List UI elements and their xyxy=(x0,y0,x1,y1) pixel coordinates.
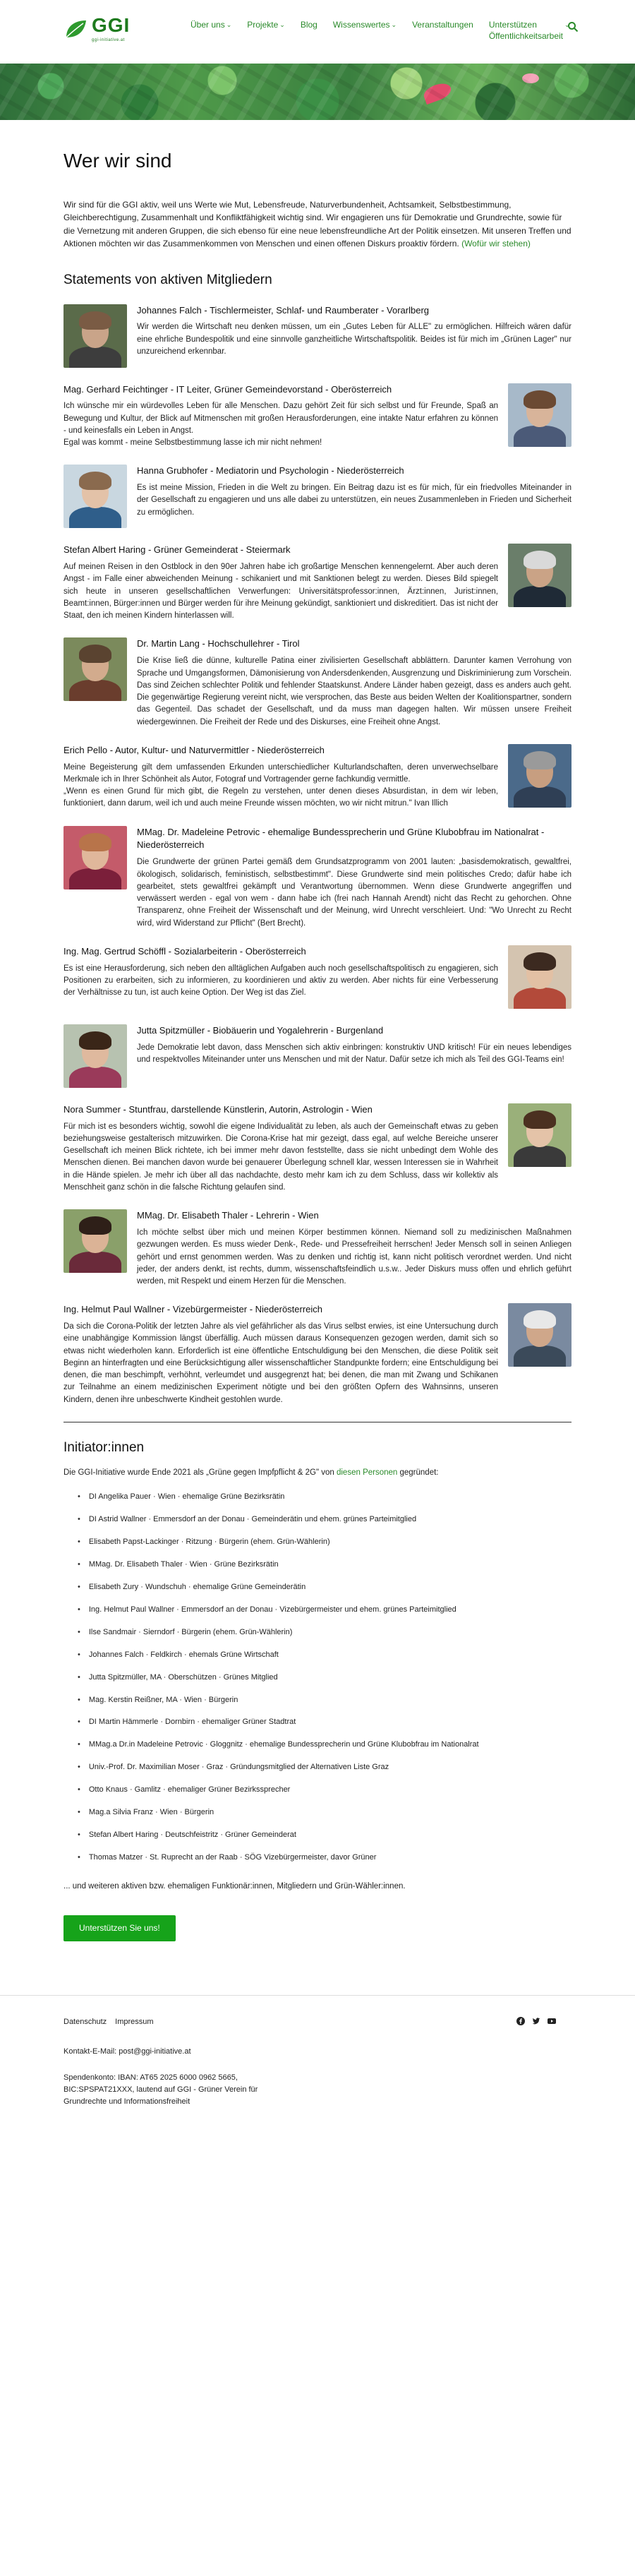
list-item xyxy=(78,1576,572,1599)
statement-text: Wir werden die Wirtschaft neu denken müssen, um ein „Gutes Leben für ALLE" zu ermöglichen. Hilfreich wären dafür eine ehrliche Bundespolitik und eine sinnvolle ganzheitliche Wirtschaftspolitik. Beides ist für mich im „Grünen Lager" nur unzureichend erkennbar. xyxy=(137,323,572,356)
member-photo xyxy=(508,544,572,607)
intro-body: Wir sind für die GGI aktiv, weil uns Werte wie Mut, Lebensfreude, Naturverbundenheit, Achtsamkeit, Selbstbestimmung, Gleichberechtigung, Zusammenhalt und Konfliktfähigkeit wichtig sind. Wir engagieren uns für Demokratie und Grundrechte, sowie für die Vernetzung mit anderen Gruppen, die sich ebenso für eine neue lebensfreundliche Art der Politik einsetzen. Mit unseren Treffen und Aktionen möchten wir das Zusammenkommen von Menschen und einen offenen Diskurs proaktiv fördern. xyxy=(64,199,572,249)
initiator-entry: • DI Astrid Wallner · Emmersdorf an der Donau · Gemeinderätin und ehem. grünes Parteimitglied xyxy=(88,1515,417,1524)
nav-item-5[interactable] xyxy=(488,20,570,42)
contact-email: Kontakt-E-Mail: post@ggi-initiative.at xyxy=(64,2047,191,2056)
initiator-entry: • DI Martin Hämmerle · Dornbirn · ehemaliger Grüner Stadtrat xyxy=(88,1718,296,1727)
chevron-down-icon: ⌄ xyxy=(391,21,397,28)
statement-body xyxy=(137,826,572,930)
statement xyxy=(64,945,572,1009)
footer-link-label: Datenschutz xyxy=(64,2018,107,2027)
list-item xyxy=(78,1734,572,1756)
statement-author: MMag. Dr. Elisabeth Thaler - Lehrerin - Wien xyxy=(137,1210,319,1221)
page-title: Wer wir sind xyxy=(64,150,172,172)
statement-author: Hanna Grubhofer - Mediatorin und Psychologin - Niederösterreich xyxy=(137,465,404,477)
statement-body xyxy=(64,1103,498,1194)
main-nav xyxy=(190,20,570,42)
logo-subtitle: ggi-initiative.at xyxy=(92,37,125,42)
statement-body xyxy=(137,1024,572,1066)
statement xyxy=(64,1103,572,1194)
member-photo xyxy=(64,1024,127,1088)
nav-item-label: Wissenswertes xyxy=(332,20,390,30)
initiators-intro-after: gegründet: xyxy=(399,1468,439,1478)
list-item xyxy=(78,1509,572,1531)
footer-link-0[interactable] xyxy=(64,2017,107,2028)
nav-item-4[interactable] xyxy=(412,20,473,42)
statement-author: Johannes Falch - Tischlermeister, Schlaf- und Raumberater - Vorarlberg xyxy=(137,304,430,316)
site-header xyxy=(0,0,635,64)
statement-body xyxy=(137,637,572,728)
member-photo xyxy=(508,945,572,1009)
statement-author: Ing. Mag. Gertrud Schöffl - Sozialarbeiterin - Oberösterreich xyxy=(64,945,306,957)
social-links xyxy=(516,2017,556,2025)
nav-item-label: Veranstaltungen xyxy=(412,20,473,30)
statement-author: Stefan Albert Haring - Grüner Gemeinderat - Steiermark xyxy=(64,544,291,556)
statement xyxy=(64,826,572,930)
statement xyxy=(64,1024,572,1088)
statement-body xyxy=(137,304,572,359)
member-photo xyxy=(508,1103,572,1167)
initiator-entry: • Ilse Sandmair · Sierndorf · Bürgerin (ehem. Grün-Wählerin) xyxy=(88,1627,293,1636)
list-item xyxy=(78,1644,572,1667)
diese-personen-link[interactable]: diesen Personen xyxy=(336,1468,398,1478)
initiators-intro xyxy=(64,1467,572,1479)
statement-author: Erich Pello - Autor, Kultur- und Naturvermittler - Niederösterreich xyxy=(64,744,325,755)
initiator-entry: • Stefan Albert Haring · Deutschfeistritz · Grüner Gemeinderat xyxy=(88,1831,296,1840)
statement xyxy=(64,637,572,728)
statement xyxy=(64,544,572,622)
list-item xyxy=(78,1554,572,1576)
site-footer xyxy=(0,1995,635,2136)
nav-item-label: Projekte xyxy=(247,20,279,30)
statement-body xyxy=(64,1303,498,1406)
logo[interactable] xyxy=(64,16,162,44)
initiator-entry: • Mag. Kerstin Reißner, MA · Wien · Bürgerin xyxy=(88,1695,238,1704)
initiators-list xyxy=(78,1486,572,1869)
initiator-entry: • Mag.a Silvia Franz · Wien · Bürgerin xyxy=(88,1808,214,1817)
bank-line-1: Spendenkonto: IBAN: AT65 2025 6000 0962 5665, xyxy=(64,2073,238,2082)
statement-text: Die Grundwerte der grünen Partei gemäß dem Grundsatzprogramm von 2001 lauten: „basisdemokratisch, gewaltfrei, ökologisch, solidarisch, feministisch, selbstbestimmt". Diese Grundwerte sind mein politisches Credo; dafür habe ich gearbeitet, stets gewaltfrei gekämpft und Verantwortung übernommen. Wenn diese Grundwerte angegriffen und verwässert werden - egal von wem - dann habe ich (frei nach Hannah Arendt) nicht das Recht zu gehorchen. Ohne Transparenz, ohne Freiheit der Wissenschaft und der Meinung, wird Unrecht verschleiert. Und: "Wo Unrecht zu Recht wird, wird Widerstand zur Pflicht" (Bert Brecht). xyxy=(137,858,572,928)
initiators-outro: ... und weiteren aktiven bzw. ehemaligen Funktionär:innen, Mitgliedern und Grün-Wähler:innen. xyxy=(64,1882,406,1891)
statement xyxy=(64,1209,572,1288)
statements-list xyxy=(64,304,572,1406)
statement-author: MMag. Dr. Madeleine Petrovic - ehemalige Bundessprecherin und Grüne Klubobfrau im Nationalrat - Niederösterreich xyxy=(137,826,545,851)
member-photo xyxy=(508,744,572,808)
statements-title: Statements von aktiven Mitgliedern xyxy=(64,272,272,287)
nav-item-1[interactable] xyxy=(247,20,285,42)
statement-body xyxy=(137,465,572,519)
statement-body xyxy=(137,1209,572,1288)
initiator-entry: • Johannes Falch · Feldkirch · ehemals Grüne Wirtschaft xyxy=(88,1650,279,1659)
banner-flower-decoration xyxy=(421,80,453,104)
statement-text: Auf meinen Reisen in den Ostblock in den 90er Jahren habe ich großartige Menschen kennengelernt. Aber auch deren Angst - im Falle einer abweichenden Meinung - schikaniert und mit Sanktionen belegt zu werden. Dieses Bild spiegelt sich heute in unseren gesellschaftlichen Verwerfungen: Universitätsprofessor:innen, Ärzt:innen, Jurist:innen, Beamt:innen, Bürger:innen und Bürger werden für ihre Meinung gekündigt, sanktioniert und diskreditiert. Das ist nicht der Staat, den ich meinen Kindern hinterlassen will. xyxy=(64,563,498,621)
footer-link-1[interactable] xyxy=(115,2017,153,2028)
chevron-down-icon: ⌄ xyxy=(564,21,570,28)
list-item xyxy=(78,1824,572,1847)
initiator-entry: • DI Angelika Pauer · Wien · ehemalige Grüne Bezirksrätin xyxy=(88,1492,285,1502)
bank-line-3: Grundrechte und Informationsfreiheit xyxy=(64,2097,190,2107)
chevron-down-icon: ⌄ xyxy=(226,21,232,28)
list-item xyxy=(78,1486,572,1509)
nav-item-label: Unterstützen Öffentlichkeitsarbeit xyxy=(488,20,564,41)
bank-line-2: BIC:SPSPAT21XXX, lautend auf GGI - Grüner Verein für xyxy=(64,2085,258,2094)
initiator-entry: • Thomas Matzer · St. Ruprecht an der Raab · SÖG Vizebürgermeister, davor Grüner xyxy=(88,1853,377,1862)
list-item xyxy=(78,1622,572,1644)
statement-text: Da sich die Corona-Politik der letzten Jahre als viel gefährlicher als das Virus selbst erwies, ist eine Untersuchung durch eine unabhängige Kommission längst überfällig. Auch müssen daraus Konsequenzen gezogen werden, damit sich so etwas nicht wiederholen kann. Erforderlich ist eine öffentliche Entschuldigung bei den Menschen, die diese Politik seit Beginn an hinterfragten und eine Berücksichtigung aller wissenschaftlicher Standpunkte fordern; eine Entschuldigung bei denen, die man beschimpft, verhöhnt, verleumdet und ausgegrenzt hat; bei denen, die man mit Zwang und Schikanen zur Teilnahme an einem medizinischen Experiment nötigte und bei den größten Opfern des Wahnsinns, unseren Kindern, denen ihre unbeschwerte Kindheit gestohlen wurde. xyxy=(64,1322,498,1404)
main-content xyxy=(0,147,635,1995)
initiator-entry: • MMag. Dr. Elisabeth Thaler · Wien · Grüne Bezirksrätin xyxy=(88,1559,279,1569)
list-item xyxy=(78,1531,572,1554)
list-item xyxy=(78,1802,572,1824)
list-item xyxy=(78,1689,572,1712)
bank-details xyxy=(64,2072,572,2108)
leaf-logo-icon xyxy=(64,19,87,40)
banner-flower-decoration xyxy=(522,73,539,83)
statement xyxy=(64,383,572,450)
statement xyxy=(64,304,572,368)
initiators-intro-before: Die GGI-Initiative wurde Ende 2021 als „Grüne gegen Impfpflicht & 2G" von xyxy=(64,1468,334,1478)
statement-body xyxy=(64,544,498,622)
statement-body xyxy=(64,383,498,450)
statement-text: Es ist meine Mission, Frieden in die Welt zu bringen. Ein Beitrag dazu ist es für mich, für ein friedvolles Miteinander in der Gesellschaft zu engagieren und uns alle dabei zu unterstützen, ein neues Zusammenleben in Frieden und Sicherheit zu ermöglichen. xyxy=(137,484,572,517)
member-photo xyxy=(64,465,127,528)
facebook-icon[interactable] xyxy=(516,2017,525,2025)
member-photo xyxy=(64,826,127,889)
twitter-icon[interactable] xyxy=(532,2017,540,2025)
statement-author: Ing. Helmut Paul Wallner - Vizebürgermeister - Niederösterreich xyxy=(64,1304,323,1315)
nav-item-label: Blog xyxy=(300,20,318,30)
statement-author: Dr. Martin Lang - Hochschullehrer - Tirol xyxy=(137,638,300,649)
initiators-title: Initiator:innen xyxy=(64,1439,145,1455)
statement xyxy=(64,1303,572,1406)
search-icon[interactable] xyxy=(567,21,579,32)
statement-author: Mag. Gerhard Feichtinger - IT Leiter, Grüner Gemeindevorstand - Oberösterreich xyxy=(64,383,392,395)
initiator-entry: • Elisabeth Zury · Wundschuh · ehemalige Grüne Gemeinderätin xyxy=(88,1582,306,1591)
nav-item-label: Über uns xyxy=(190,20,225,30)
list-item xyxy=(78,1711,572,1734)
statement-text: Ich wünsche mir ein würdevolles Leben für alle Menschen. Dazu gehört Zeit für sich selbst und für Freunde, Spaß an Bewegung und Kultur, der Blick auf Mitmenschen mit großen Herausforderungen, eine intakte Natur erfahren zu können - und keinesfalls ein Leben in Angst. Egal was kommt - meine Selbstbestimmung lasse ich mir nicht nehmen! xyxy=(64,402,498,448)
statement-text: Die Krise ließ die dünne, kulturelle Patina einer zivilisierten Gesellschaft abblättern. Darunter kamen Verrohung von Sprache und Umgangsformen, Dämonisierung von Andersdenkenden, Ausgrenzung und Diskriminierung zum Vorschein. Das sind Zeichen schlechter Politik und fehlender Staatskunst. Andere Länder haben gezeigt, dass es anders auch geht. Die gegenwärtige Regierung vereint nicht, wie versprochen, das Beste aus beiden Welten der Koalitionspartner, sondern das Gegenteil. Das schadet der Gesellschaft, und da muss man dagegen halten. Wir müssen unsere Freiheit wiedergewinnen. Die Freiheit der Rede und des Diskurses, eine Freiheit ohne Angst. xyxy=(137,657,572,726)
statement-author: Jutta Spitzmüller - Biobäuerin und Yogalehrerin - Burgenland xyxy=(137,1024,384,1036)
list-item xyxy=(78,1847,572,1869)
header-banner-image xyxy=(0,64,635,120)
nav-item-2[interactable] xyxy=(301,20,318,42)
statement-text: Für mich ist es besonders wichtig, sowohl die eigene Individualität zu leben, als auch der Gemeinschaft etwas zu geben beziehungsweise gestalterisch mitzuwirken. Die Corona-Krise hat mir gezeigt, dass egal, auf welche Bereiche unserer Gesellschaft ich meinen Blick richtete, ich bei immer mehr davon feststellte, dass sie nicht unbedingt dem Wohle des Menschen dienen. Bei manchen davon wurde bei genauerer Überlegung schnell klar, wessen Interessen sie in Wahrheit in die Hände spielen. Je mehr ich über all das nachdachte, desto mehr kam ich zu dem Schluss, dass wir kollektiv als Menschheit ganz schön in die falsche Richtung gelaufen sind. xyxy=(64,1122,498,1192)
nav-item-3[interactable] xyxy=(333,20,397,42)
member-photo xyxy=(64,1209,127,1273)
initiator-entry: • Univ.-Prof. Dr. Maximilian Moser · Graz · Gründungsmitglied der Alternativen Liste Graz xyxy=(88,1763,389,1772)
list-item xyxy=(78,1667,572,1689)
statement-text: Jede Demokratie lebt davon, dass Menschen sich aktiv einbringen: konstruktiv UND kritisch! Für ein neues lebendiges und respektvolles Miteinander unter uns Menschen und mit der Natur. Dafür setze ich mich als Teil des GGI-Teams ein! xyxy=(137,1043,572,1064)
wofuer-wir-stehen-link[interactable]: (Wofür wir stehen) xyxy=(461,239,531,249)
initiator-entry: • MMag.a Dr.in Madeleine Petrovic · Gloggnitz · ehemalige Bundessprecherin und Grüne Klubobfrau im Nationalrat xyxy=(88,1740,479,1749)
intro-text xyxy=(64,198,572,251)
statement-text: Ich möchte selbst über mich und meinen Körper bestimmen können. Niemand soll zu medizinischen Maßnahmen gezwungen werden. Es muss wieder Denk-, Rede- und Pressefreiheit herrschen! Jeder Mensch soll in seinen Anliegen gehört und ernst genommen werden. Was zu denken und richtig ist, kann nicht politisch verordnet werden. Und nicht jeder, der anders denkt, ist rechts, dumm, wissenschaftsfeindlich u.s.w.. Jeder Diskurs muss offen und ehrlich geführt werden, mit Respekt und einem Herzen für die Menschen. xyxy=(137,1228,572,1286)
member-photo xyxy=(64,304,127,368)
initiator-entry: • Jutta Spitzmüller, MA · Oberschützen · Grünes Mitglied xyxy=(88,1672,278,1682)
member-photo xyxy=(64,637,127,701)
member-photo xyxy=(508,1303,572,1367)
list-item xyxy=(78,1756,572,1779)
initiator-entry: • Elisabeth Papst-Lackinger · Ritzung · Bürgerin (ehem. Grün-Wählerin) xyxy=(88,1537,330,1546)
statement-body xyxy=(64,945,498,1000)
list-item xyxy=(78,1779,572,1802)
footer-links xyxy=(64,2017,572,2028)
statement xyxy=(64,465,572,528)
footer-link-label: Impressum xyxy=(115,2018,154,2027)
initiator-entry: • Ing. Helmut Paul Wallner · Emmersdorf an der Donau · Vizebürgermeister und ehem. grünes Parteimitglied xyxy=(88,1605,456,1614)
member-photo xyxy=(508,383,572,447)
chevron-down-icon: ⌄ xyxy=(279,21,285,28)
statement-author: Nora Summer - Stuntfrau, darstellende Künstlerin, Autorin, Astrologin - Wien xyxy=(64,1103,373,1115)
logo-text: GGI xyxy=(92,14,131,36)
statement-text: Es ist eine Herausforderung, sich neben den alltäglichen Aufgaben auch noch gesellschaftspolitisch zu engagieren, sich Positionen zu erarbeiten, sich zu informieren, zu koordinieren und aktiv zu werden. Aber nichts für eine Verbesserung der Verhältnisse zu tun, ist auch keine Option. Der Weg ist das Ziel. xyxy=(64,964,498,998)
initiator-entry: • Otto Knaus · Gamlitz · ehemaliger Grüner Bezirkssprecher xyxy=(88,1785,291,1795)
list-item xyxy=(78,1599,572,1622)
nav-item-0[interactable] xyxy=(190,20,231,42)
support-us-button[interactable]: Unterstützen Sie uns! xyxy=(64,1915,176,1941)
statement xyxy=(64,744,572,810)
youtube-icon[interactable] xyxy=(548,2017,556,2025)
statement-text: Meine Begeisterung gilt dem umfassenden Erkunden unterschiedlicher Kulturlandschaften, deren unverwechselbare Merkmale ich in Ihrer Schönheit als Autor, Fotograf und Vortragender gerne fachkundig vermittle. „Wenn es einen Grund für mich gibt, die Regeln zu verstehen, unter denen dieses Absurdistan, in dem wir leben, funktioniert, dann darum, weil ich und auch meine Freunde wissen möchten, wo wir nicht mitrun." Ivan Illich xyxy=(64,762,498,808)
statement-body xyxy=(64,744,498,810)
